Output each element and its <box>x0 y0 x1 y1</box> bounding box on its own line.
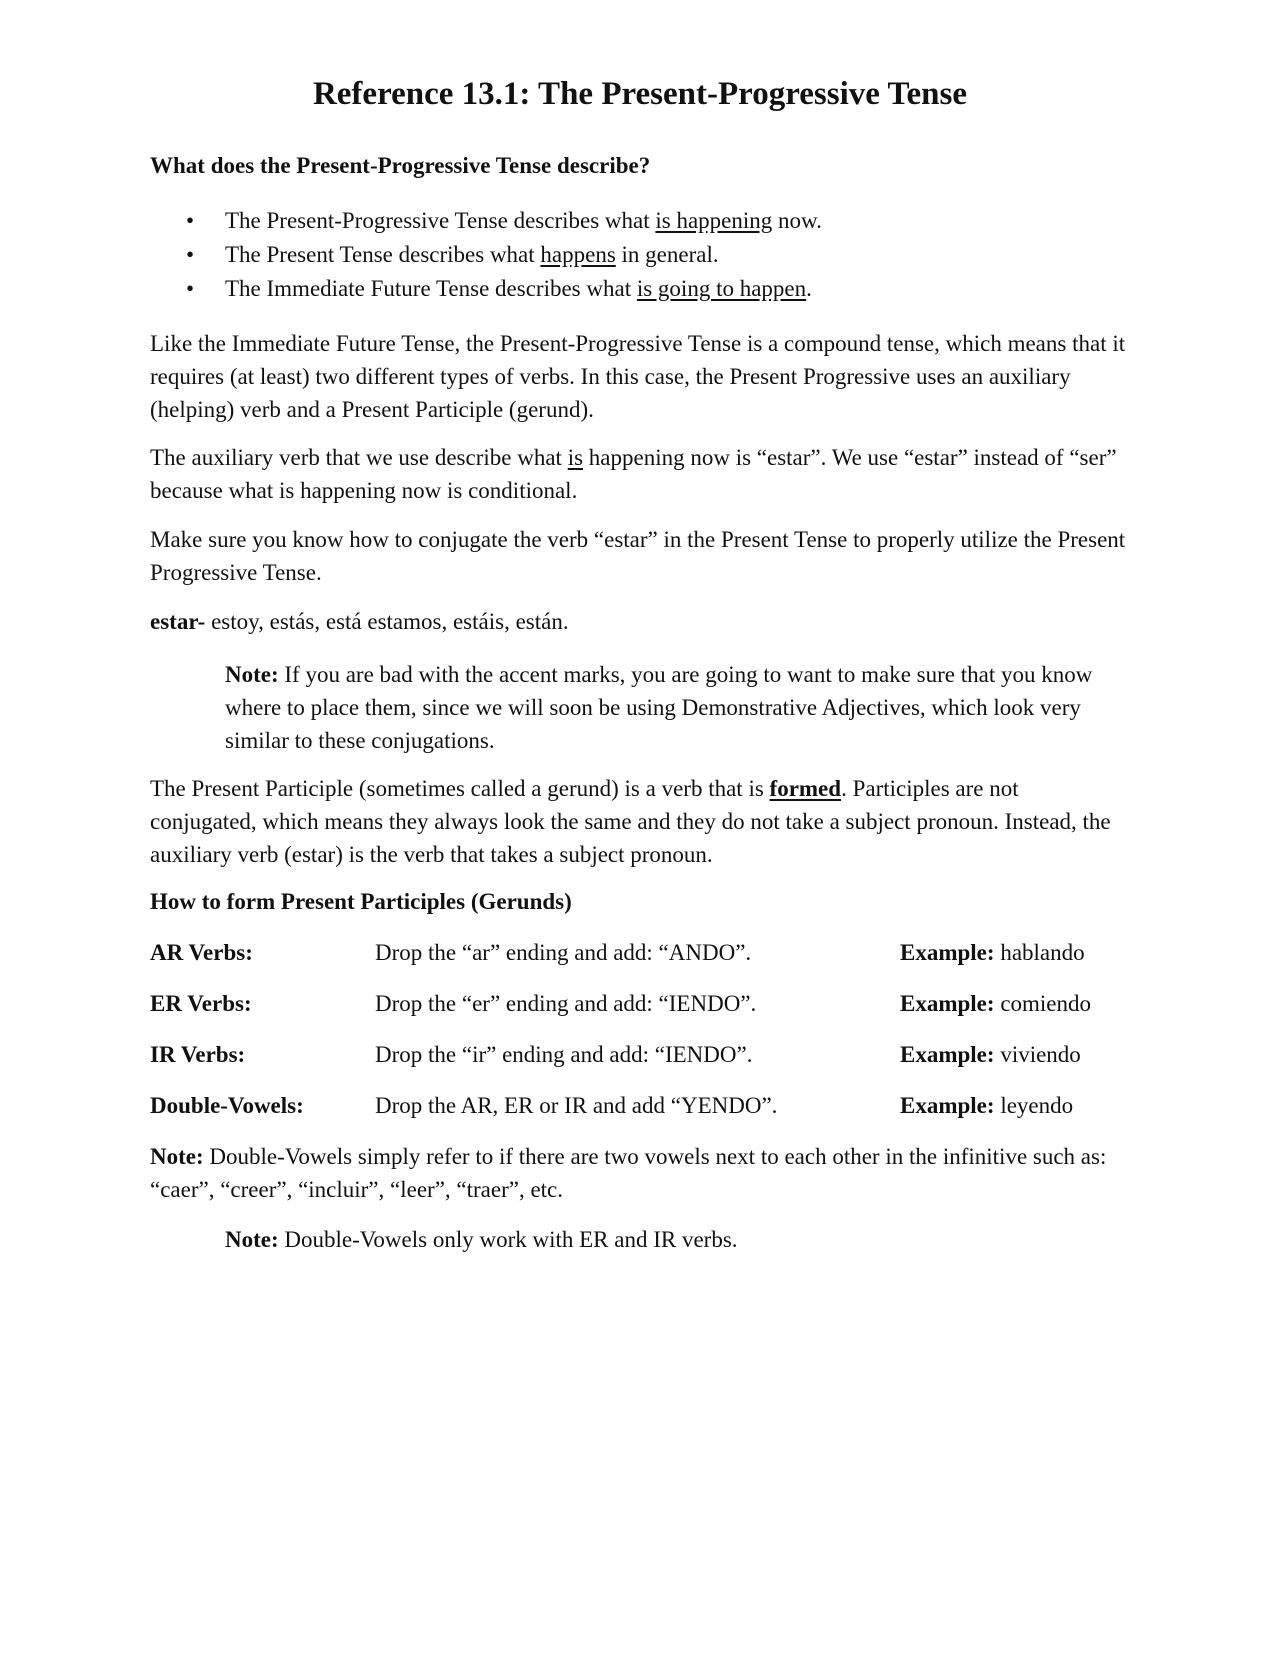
auxiliary-verb-paragraph: The auxiliary verb that we use describe what is happening now is “estar”. We use “estar” instead of “ser” because what is happening now is conditional. <box>150 445 1117 503</box>
list-item: • The Present Tense describes what happens in general. <box>150 238 1150 272</box>
underlined-phrase: is happening <box>655 208 773 233</box>
rule-text: Drop the AR, ER or IR and add “YENDO”. <box>375 1093 778 1118</box>
verb-type-label: ER Verbs: <box>150 991 252 1016</box>
list-item: • The Present-Progressive Tense describes what is happening now. <box>150 204 1150 238</box>
rule-row-double-vowels <box>150 1089 1150 1123</box>
example: Example: hablando <box>900 940 1085 965</box>
double-vowels-note: Note: Double-Vowels simply refer to if there are two vowels next to each other in the infinitive such as: “caer”, “creer”, “incluir”, “leer”, “traer”, etc. <box>150 1144 1107 1202</box>
accent-note: Note: If you are bad with the accent marks, you are going to want to make sure that you know where to place them, since we will soon be using Demonstrative Adjectives, which look very similar to these conjugations. <box>225 662 1093 753</box>
note-label: Note: <box>225 662 279 687</box>
verb-type-label: AR Verbs: <box>150 940 253 965</box>
rule-text: Drop the “er” ending and add: “IENDO”. <box>375 991 757 1016</box>
rule-row-er <box>150 987 1150 1021</box>
tense-bullet-list <box>150 204 1150 306</box>
participle-paragraph: The Present Participle (sometimes called a gerund) is a verb that is formed. Participles are not conjugated, which means they always look the same and they do not take a subject pronoun. Instead, the auxiliary verb (estar) is the verb that takes a subject pronoun. <box>150 776 1111 867</box>
bullet-icon: • <box>186 276 195 301</box>
estar-conjugation-line: estar- estoy, estás, está estamos, estáis, están. <box>150 609 569 634</box>
conjugate-paragraph: Make sure you know how to conjugate the verb “estar” in the Present Tense to properly utilize the Present Progressive Tense. <box>150 527 1126 585</box>
rule-text: Drop the “ar” ending and add: “ANDO”. <box>375 940 752 965</box>
rule-text: Drop the “ir” ending and add: “IENDO”. <box>375 1042 753 1067</box>
rule-row-ir <box>150 1038 1150 1072</box>
form-participles-heading: How to form Present Participles (Gerunds) <box>150 889 572 914</box>
example: Example: comiendo <box>900 991 1092 1016</box>
example: Example: leyendo <box>900 1093 1074 1118</box>
compound-tense-paragraph: Like the Immediate Future Tense, the Present-Progressive Tense is a compound tense, which means that it requires (at least) two different types of verbs. In this case, the Present Progressive uses an auxiliary (helping) verb and a Present Participle (gerund). <box>150 331 1126 422</box>
verb-type-label: IR Verbs: <box>150 1042 246 1067</box>
er-ir-note: Note: Double-Vowels only work with ER and IR verbs. <box>225 1227 738 1252</box>
note-label: Note: <box>150 1144 204 1169</box>
verb-type-label: Double-Vowels: <box>150 1093 304 1118</box>
bullet-icon: • <box>186 242 195 267</box>
page-title: Reference 13.1: The Present-Progressive Tense <box>312 76 968 112</box>
note-label: Note: <box>225 1227 279 1252</box>
underlined-word: is <box>567 445 584 470</box>
rule-row-ar <box>150 936 1150 970</box>
example: Example: viviendo <box>900 1042 1081 1067</box>
underlined-phrase: happens <box>540 242 616 267</box>
bullet-icon: • <box>186 208 195 233</box>
question-heading: What does the Present-Progressive Tense describe? <box>150 153 651 178</box>
emphasized-word: formed <box>769 776 842 801</box>
underlined-phrase: is going to happen <box>636 276 807 301</box>
list-item: • The Immediate Future Tense describes what is going to happen. <box>150 272 1150 306</box>
estar-label: estar- <box>150 609 206 634</box>
